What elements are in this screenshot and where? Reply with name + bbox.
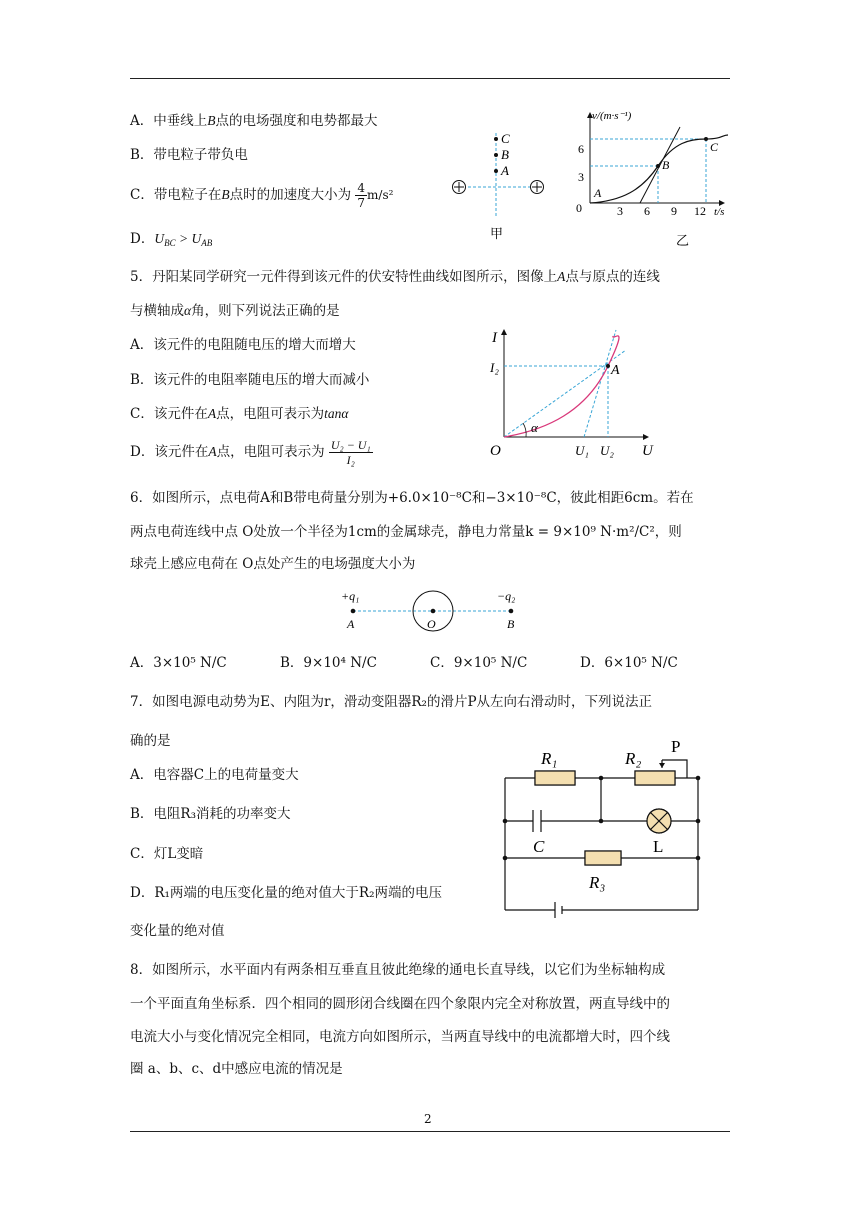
svg-text:+q₁: +q₁ [341, 589, 360, 603]
q5-option-c[interactable]: C．该元件在A点，电阻可表示为tanα [130, 406, 349, 422]
q7-stem-line1: 7．如图电源电动势为E、内阻为r，滑动变阻器R₂的滑片P从左向右滑动时，下列说法正 [130, 694, 653, 710]
q7-option-a[interactable]: A．电容器C上的电荷量变大 [130, 767, 299, 783]
svg-text:−q₂: −q₂ [497, 589, 516, 603]
svg-text:C: C [533, 837, 545, 856]
yi-ylabel: v/(m·s⁻¹) [592, 110, 632, 122]
q7-option-d-cont: 变化量的绝对值 [130, 923, 225, 939]
svg-text:6: 6 [578, 142, 584, 156]
jia-label-b: B [501, 147, 509, 162]
q4-c-fraction: $\frac{4}{7}$ [357, 181, 366, 210]
jia-label-a: A [501, 163, 509, 178]
q7-option-b[interactable]: B．电阻R₃消耗的功率变大 [130, 806, 291, 822]
svg-text:3: 3 [617, 204, 623, 218]
svg-text:C: C [710, 140, 719, 154]
svg-text:6: 6 [644, 204, 650, 218]
q8-stem-line4: 圈 a、b、c、d中感应电流的情况是 [130, 1061, 343, 1077]
jia-caption: 甲 [490, 226, 504, 241]
q4-figure-yi [572, 105, 737, 250]
svg-text:12: 12 [694, 204, 706, 218]
q4-option-c[interactable]: C．带电粒子在B点时的加速度大小为 $\frac{4}{7}$ m/s² [130, 181, 394, 210]
q6-stem-line1: 6．如图所示，点电荷A和B带电荷量分别为+6.0×10⁻⁸C和−3×10⁻⁸C，彼此相距6cm。若在 [130, 490, 694, 506]
svg-text:P: P [671, 737, 681, 756]
q6-stem-line2: 两点电荷连线中点 O处放一个半径为1cm的金属球壳，静电力常量k = 9×10⁹ N·m²/C²，则 [130, 524, 682, 540]
svg-text:R₁: R₁ [541, 749, 558, 768]
svg-text:9: 9 [671, 204, 677, 218]
svg-text:0: 0 [576, 201, 582, 215]
svg-text:B: B [507, 617, 515, 631]
q4-figure-jia [445, 125, 555, 245]
q7-stem-line2: 确的是 [130, 733, 171, 749]
svg-text:U: U [642, 443, 653, 459]
svg-text:A: A [347, 617, 355, 631]
q7-circuit-figure [495, 730, 710, 920]
svg-text:O: O [427, 617, 436, 631]
q5-option-d[interactable]: D．该元件在A点，电阻可表示为 $\frac{\text{U₂ − U₁}}{\text{I₂}}$ [130, 438, 371, 467]
q4-option-b[interactable]: B．带电粒子带负电 [130, 147, 248, 163]
svg-text:B: B [662, 158, 670, 172]
q8-stem-line2: 一个平面直角坐标系．四个相同的圆形闭合线圈在四个象限内完全对称放置，两直导线中的 [130, 996, 670, 1012]
q6-option-b[interactable]: B．9×10⁴ N/C [280, 655, 377, 671]
q5-iv-figure [486, 322, 666, 462]
svg-text:U₁: U₁ [575, 443, 589, 458]
svg-text:I₂: I₂ [490, 360, 499, 375]
svg-text:R₂: R₂ [625, 749, 642, 768]
yi-caption: 乙 [676, 233, 690, 248]
q5-d-fraction: $\frac{\text{U₂ − U₁}}{\text{I₂}}$ [330, 438, 371, 467]
q6-option-a[interactable]: A．3×10⁵ N/C [130, 655, 227, 671]
footer-rule [130, 1131, 730, 1132]
svg-text:A: A [611, 363, 620, 378]
jia-label-c: C [501, 131, 510, 146]
q6-option-c[interactable]: C．9×10⁵ N/C [430, 655, 528, 671]
page-number: 2 [424, 1112, 432, 1126]
q4-option-d[interactable]: D．$U_{BC} > U_{AB}$ [130, 231, 213, 248]
svg-text:3: 3 [578, 170, 584, 184]
q4-option-a[interactable]: A．中垂线上B点的电场强度和电势都最大 [130, 113, 378, 129]
q5-option-b[interactable]: B．该元件的电阻率随电压的增大而减小 [130, 372, 370, 388]
q7-option-d[interactable]: D．R₁两端的电压变化量的绝对值大于R₂两端的电压 [130, 885, 442, 901]
q5-option-a[interactable]: A．该元件的电阻随电压的增大而增大 [130, 337, 356, 353]
svg-text:α: α [531, 420, 538, 435]
q8-stem-line3: 电流大小与变化情况完全相同，电流方向如图所示，当两直导线中的电流都增大时，四个线 [130, 1029, 670, 1045]
svg-text:A: A [594, 186, 602, 200]
svg-text:U₂: U₂ [600, 443, 614, 458]
yi-xlabel: t/s [714, 206, 725, 218]
q7-option-c[interactable]: C．灯L变暗 [130, 846, 204, 862]
q5-stem-line1: 5．丹阳某同学研究一元件得到该元件的伏安特性曲线如图所示，图像上A点与原点的连线 [130, 269, 660, 285]
header-rule [130, 78, 730, 79]
q6-stem-line3: 球壳上感应电荷在 O点处产生的电场强度大小为 [130, 556, 416, 572]
q8-stem-line1: 8．如图所示，水平面内有两条相互垂直且彼此绝缘的通电长直导线，以它们为坐标轴构成 [130, 962, 666, 978]
q5-stem-line2: 与横轴成α角，则下列说法正确的是 [130, 303, 340, 319]
svg-text:I: I [492, 330, 497, 346]
q6-option-d[interactable]: D．6×10⁵ N/C [580, 655, 678, 671]
svg-text:L: L [653, 837, 664, 856]
q4-d-expression: $U_{BC} > U_{AB}$ [154, 231, 213, 248]
q6-figure [335, 586, 535, 636]
svg-text:O: O [490, 443, 501, 459]
svg-text:R₃: R₃ [589, 873, 606, 892]
